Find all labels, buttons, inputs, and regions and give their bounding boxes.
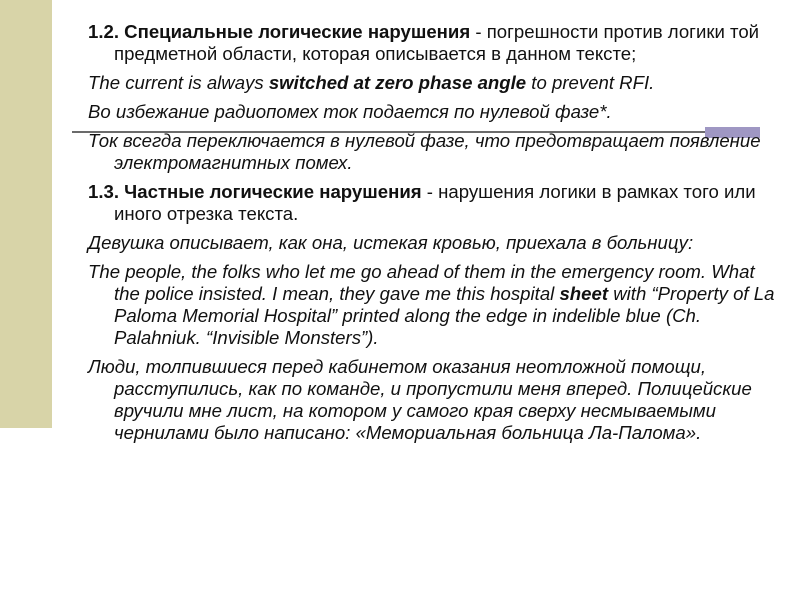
section-1-3-description: - нарушения логики в рамках того или иного отрезка текста. [114,181,756,224]
section-1-2-title: 1.2. Специальные логические нарушения [88,21,471,42]
section-1-3-heading [88,181,778,225]
russian-translation-3: Люди, толпившиеся перед кабинетом оказания неотложной помощи, расступились, как по команде, и пропустили меня вперед. Полицейские вручили мне лист, на котором у самого края сверху несмываемыми чернилами было написано: «Мемориальная больница Ла-Палома». [88,356,752,443]
slide-content [88,15,778,451]
english-example-2-end: with “Property of La Paloma Memorial Hospital” printed along the edge in indelible blue (Ch. Palahniuk. “Invisible Monsters”). [114,283,775,348]
english-example-2 [88,261,778,349]
example-intro: Девушка описывает, как она, истекая кровью, приехала в больницу: [88,232,694,253]
sidebar-decoration [0,0,52,428]
section-1-3-title: 1.3. Частные логические нарушения [88,181,422,202]
english-example-2-start: The people, the folks who let me go ahead of them in the emergency room. What the police insisted. I mean, they gave me this hospital [88,261,755,304]
english-example-2-emphasis: sheet [559,283,609,304]
section-1-2-description: - погрешности против логики той предметной области, которая описывается в данном тексте; [114,21,760,64]
russian-translation-1: Во избежание радиопомех ток подается по нулевой фазе*. [88,101,612,122]
section-1-2-heading [88,21,778,65]
english-example-1-emphasis: switched at zero phase angle [268,72,527,93]
english-example-1 [88,72,778,94]
english-example-1-start: The current is always [88,72,269,93]
russian-translation-2: Ток всегда переключается в нулевой фазе, что предотвращает появление электромагнитных помех. [88,130,761,173]
english-example-1-end: to prevent RFI. [526,72,655,93]
